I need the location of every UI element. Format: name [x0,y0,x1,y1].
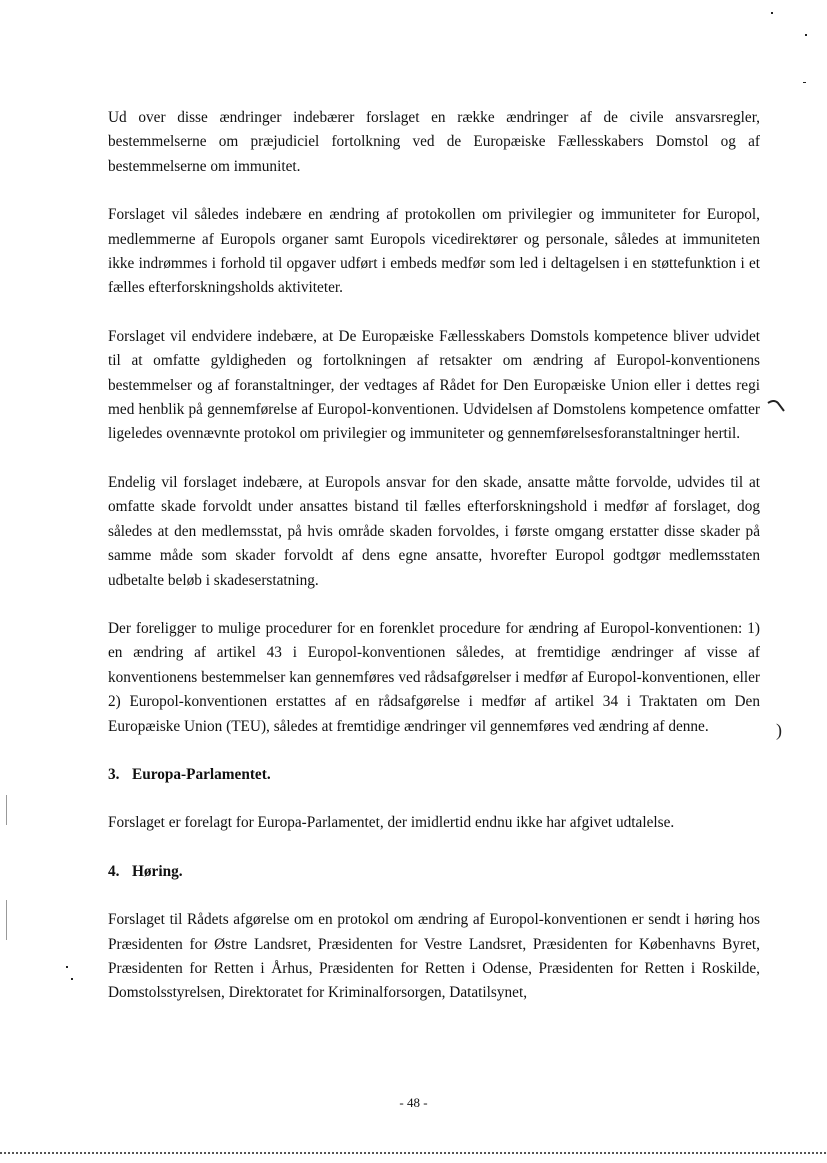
paragraph-parliament: Forslaget er forelagt for Europa-Parlamentet, der imidlertid endnu ikke har afgivet udtalelse. [108,814,675,832]
paragraph-court-competence: Forslaget vil endvidere indebære, at De Europæiske Fællesskabers Domstols kompetence bliver udvidet til at omfatte gyldigheden og fortolkningen af retsakter om ændring af Europol-konventionens bestemmelser og af foranstaltninger, der vedtages af Rådet for Den Europæiske Union eller i dettes regi med henblik på gennemførelse af Europol-konventionen. Udvidelsen af Domstolens kompetence omfatter ligeledes ovennævnte protokol om privilegier og immuniteter og gennemførelsesforanstaltninger hertil. [108,327,760,443]
page-number: - 48 - [399,1095,428,1110]
scan-speck [803,82,806,83]
scan-edge-mark [6,900,7,940]
paragraph-consultation: Forslaget til Rådets afgørelse om en protokol om ændring af Europol-konventionen er sendt i høring hos Præsidenten for Østre Landsret, Præsidenten for Vestre Landsret, Præsidenten for Københavns Byret, Præsidenten for Retten i Århus, Præsidenten for Retten i Odense, Præsidenten for Retten i Roskilde, Domstolsstyrelsen, Direktoratet for Kriminalforsorgen, Datatilsynet, [108,911,760,1002]
paragraph-procedures: Der foreligger to mulige procedurer for en forenklet procedure for ændring af Europol-konventionen: 1) en ændring af artikel 43 i Europol-konventionen således, at fremtidige ændringer af visse af konventionens bestemmelser kan gennemføres ved rådsafgørelser i medfør af Europol-konventionen, eller 2) Europol-konventionen erstattes af en rådsafgørelse i medfør af artikel 34 i Traktaten om Den Europæiske Union (TEU), således at fremtidige ændringer vil gennemføres ved ændring af denne. [108,619,760,735]
scan-hook-mark [766,397,786,413]
scan-speck [805,34,807,36]
section-heading-4 [108,860,760,884]
section-number: 4. [108,862,120,880]
section-heading-3 [108,763,760,787]
paragraph-civil-liability: Ud over disse ændringer indebærer forslaget en række ændringer af de civile ansvarsregler, bestemmelserne om præjudiciel fortolkning ved de Europæiske Fællesskabers Domstol og af bestemmelserne om immunitet. [108,109,760,175]
scan-speck [771,12,773,14]
scan-speck [66,966,68,968]
scan-edge-line [0,1152,827,1154]
section-number: 3. [108,765,120,783]
scan-bracket-mark: ) [776,720,782,740]
paragraph-europol-liability: Endelig vil forslaget indebære, at Europols ansvar for den skade, ansatte måtte forvolde, udvides til at omfatte skade forvoldt under ansattes bistand til fælles efterforskningshold i medfør af forslaget, dog således at den medlemsstat, på hvis område skaden forvoldes, i første omgang erstatter disse skader på samme måde som skader forvoldt af dens egne ansatte, hvorefter Europol godtgør medlemsstaten udbetalte beløb i skadeserstatning. [108,473,760,589]
section-title: Høring. [132,862,183,880]
page-content [108,106,760,1006]
paragraph-immunity-protocol: Forslaget vil således indebære en ændring af protokollen om privilegier og immuniteter for Europol, medlemmerne af Europols organer samt Europols vicedirektører og personale, således at immuniteten ikke indrømmes i forhold til opgaver udført i embeds medfør som led i deltagelsen i en støttefunktion i et fælles efterforskningsholds aktiviteter. [108,206,760,297]
section-title: Europa-Parlamentet. [132,765,271,783]
scan-speck [71,978,73,980]
scan-edge-mark [6,795,7,825]
